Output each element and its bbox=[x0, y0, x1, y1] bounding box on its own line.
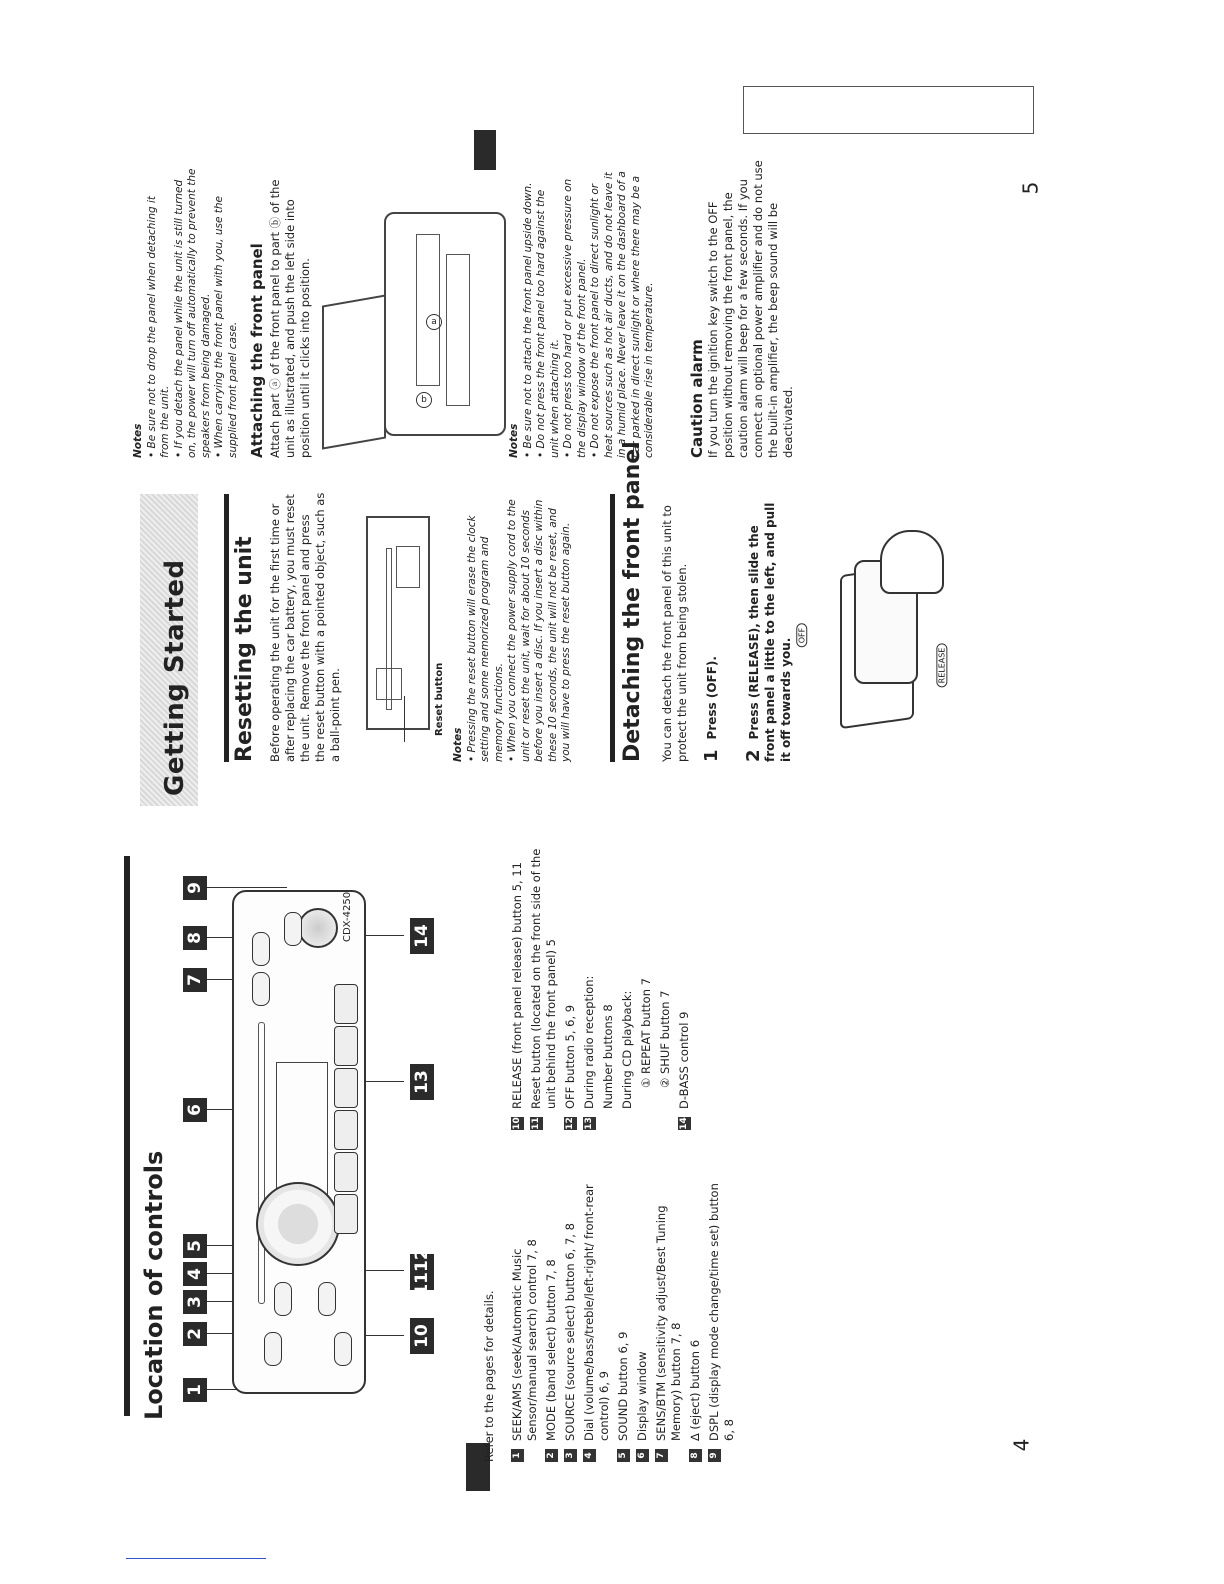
reset-notes: Notes • Pressing the reset button will erase the clock setting and some memorized program and memory functions. • When you connect the power supply cord to the unit or reset the unit, wait for about 10 seconds before you insert a disc. If you insert a disc within these 10 seconds, the unit will not be reset, and you will have to press the reset button again. bbox=[452, 499, 572, 762]
sound-button[interactable] bbox=[274, 1282, 292, 1316]
car-stereo-faceplate bbox=[232, 890, 366, 1394]
detach-illustration bbox=[820, 530, 940, 730]
attach-label-a: a bbox=[426, 314, 442, 330]
callout-3: 3 bbox=[183, 1290, 207, 1314]
reset-button-label: Reset button bbox=[434, 662, 445, 736]
control-item-1: 1 SEEK/AMS (seek/Automatic Music Sensor/manual search) control 7, 8 bbox=[510, 1172, 540, 1462]
detach-step-1: 1Press (OFF). bbox=[701, 656, 722, 762]
control-item-13: 13 During radio reception: bbox=[582, 975, 596, 1130]
callout-14: 14 bbox=[410, 918, 434, 954]
detach-body: You can detach the front panel of this unit to protect the unit from being stolen. bbox=[660, 505, 689, 762]
release-key-label: RELEASE bbox=[936, 644, 947, 688]
reset-body: Before operating the unit for the first time or after replacing the car battery, you must reset the unit. Remove the front panel and press the reset button with a pointed object, such as a ball-point pen. bbox=[268, 492, 342, 762]
control-item-5: 5 SOUND button 6, 9 bbox=[616, 1172, 631, 1462]
callout-11-12: 11 12 bbox=[412, 1248, 432, 1296]
section-title: Getting Started bbox=[160, 559, 190, 796]
detach-notes: Notes • Be sure not to drop the panel when detaching it from the unit. • If you detach the panel while the unit is still turned on, the power will turn off automatically to prevent the speakers from being damaged. • When carrying the front panel with you, use the supplied front panel case. bbox=[132, 168, 239, 458]
preset-1[interactable] bbox=[334, 1194, 358, 1234]
control-item-13-cd: During CD playback: bbox=[620, 990, 634, 1109]
callout-8: 8 bbox=[183, 926, 207, 950]
preset-4[interactable] bbox=[334, 1068, 358, 1108]
volume-dial[interactable] bbox=[256, 1182, 340, 1266]
attach-illustration bbox=[384, 212, 506, 436]
control-item-9: 9 DSPL (display mode change/time set) button 6, 8 bbox=[707, 1172, 737, 1462]
attach-notes: Notes • Be sure not to attach the front panel upside down. • Do not press the front panel too hard against the unit when attaching it. • Do not press too hard or put excessive pressure on the display window of the front panel. • Do not expose the front panel to direct sunlight or heat sources such as hot air ducts, and do not leave it in a humid place. Never leave it on the dashboard of a car parked in direct sunlight or where there may be a considerable rise in temperature. bbox=[508, 171, 655, 458]
title-rule bbox=[124, 856, 130, 1416]
reset-illustration bbox=[366, 516, 430, 730]
callout-6: 6 bbox=[183, 1098, 207, 1122]
callout-1: 1 bbox=[183, 1378, 207, 1402]
caution-body: If you turn the ignition key switch to the OFF position without removing the front panel, the caution alarm will beep for a few seconds. If you connect an optional power amplifier and do not use the built-in amplifier, the beep sound will be deactivated. bbox=[706, 160, 795, 458]
attach-heading: Attaching the front panel bbox=[248, 243, 266, 458]
control-item-4: 4 Dial (volume/bass/treble/left-right/ front-rear control) 6, 9 bbox=[582, 1172, 612, 1462]
control-item-14: 14 D-BASS control 9 bbox=[677, 1011, 691, 1130]
callout-7: 7 bbox=[183, 968, 207, 992]
callout-9: 9 bbox=[183, 876, 207, 900]
leader-9 bbox=[207, 887, 287, 888]
dbass-knob[interactable] bbox=[298, 908, 338, 948]
callout-13: 13 bbox=[410, 1064, 434, 1100]
control-item-6: 6 Display window bbox=[635, 1172, 650, 1462]
model-label: CDX-4250 bbox=[342, 891, 353, 942]
control-item-2: 2 MODE (band select) button 7, 8 bbox=[544, 1172, 559, 1462]
control-item-3: 3 SOURCE (source select) button 6, 7, 8 bbox=[563, 1172, 578, 1462]
control-item-13-cd1: ① REPEAT button 7 bbox=[639, 978, 653, 1088]
leader-13 bbox=[362, 1081, 404, 1082]
detach-step-2: 2Press (RELEASE), then slide the front panel a little to the left, and pull it off towards you. bbox=[743, 502, 793, 762]
attach-label-b: b bbox=[416, 392, 432, 408]
attach-body: Attach part ⓐ of the front panel to part ⓑ of the unit as illustrated, and push the left side into position until it clicks into position. bbox=[268, 179, 312, 458]
sens-btm-button[interactable] bbox=[252, 972, 270, 1006]
control-item-13-sub: Number buttons 8 bbox=[601, 1004, 615, 1109]
release-button[interactable] bbox=[334, 1332, 352, 1366]
attach-panel-sketch bbox=[322, 294, 386, 449]
off-key-label: OFF bbox=[796, 624, 807, 648]
reset-leader bbox=[404, 696, 405, 742]
refer-note: Refer to the pages for details. bbox=[482, 1290, 496, 1462]
control-item-10: 10 RELEASE (front panel release) button 5, 11 bbox=[510, 861, 524, 1130]
dspl-button[interactable] bbox=[284, 912, 302, 946]
preset-2[interactable] bbox=[334, 1152, 358, 1192]
leader-10 bbox=[362, 1335, 404, 1336]
preset-5[interactable] bbox=[334, 1026, 358, 1066]
header-frame bbox=[743, 86, 1034, 134]
callout-4: 4 bbox=[183, 1262, 207, 1286]
callout-10: 10 bbox=[410, 1318, 434, 1354]
control-item-12: 12 OFF button 5, 6, 9 bbox=[563, 1004, 577, 1130]
preset-3[interactable] bbox=[334, 1110, 358, 1150]
controls-list-2 bbox=[510, 830, 696, 1130]
eject-button[interactable] bbox=[252, 932, 270, 966]
reset-heading: Resetting the unit bbox=[232, 536, 257, 762]
control-item-7: 7 SENS/BTM (sensitivity adjust/Best Tuning Memory) button 7, 8 bbox=[654, 1172, 684, 1462]
preset-6[interactable] bbox=[334, 984, 358, 1024]
page-number-right: 5 bbox=[1018, 181, 1043, 195]
bottom-rule bbox=[126, 1558, 266, 1559]
caution-heading: Caution alarm bbox=[688, 339, 706, 458]
mode-button[interactable] bbox=[264, 1332, 282, 1366]
detach-rule bbox=[610, 494, 615, 762]
control-item-8: 8 ∆ (eject) button 6 bbox=[688, 1172, 703, 1462]
reset-rule bbox=[224, 494, 229, 762]
location-title: Location of controls bbox=[140, 1150, 168, 1420]
control-item-13-cd2: ② SHUF button 7 bbox=[658, 990, 672, 1088]
off-button[interactable] bbox=[318, 1282, 336, 1316]
cd-slot bbox=[258, 1022, 265, 1304]
callout-5: 5 bbox=[183, 1234, 207, 1258]
page-number-left: 4 bbox=[1009, 1438, 1034, 1452]
detach-heading: Detaching the front panel bbox=[620, 441, 645, 762]
tab-marker-right bbox=[474, 130, 496, 170]
callout-2: 2 bbox=[183, 1322, 207, 1346]
controls-list-1 bbox=[510, 1172, 741, 1462]
control-item-11: 11 Reset button (located on the front side of the unit behind the front panel) 5 bbox=[529, 848, 558, 1130]
